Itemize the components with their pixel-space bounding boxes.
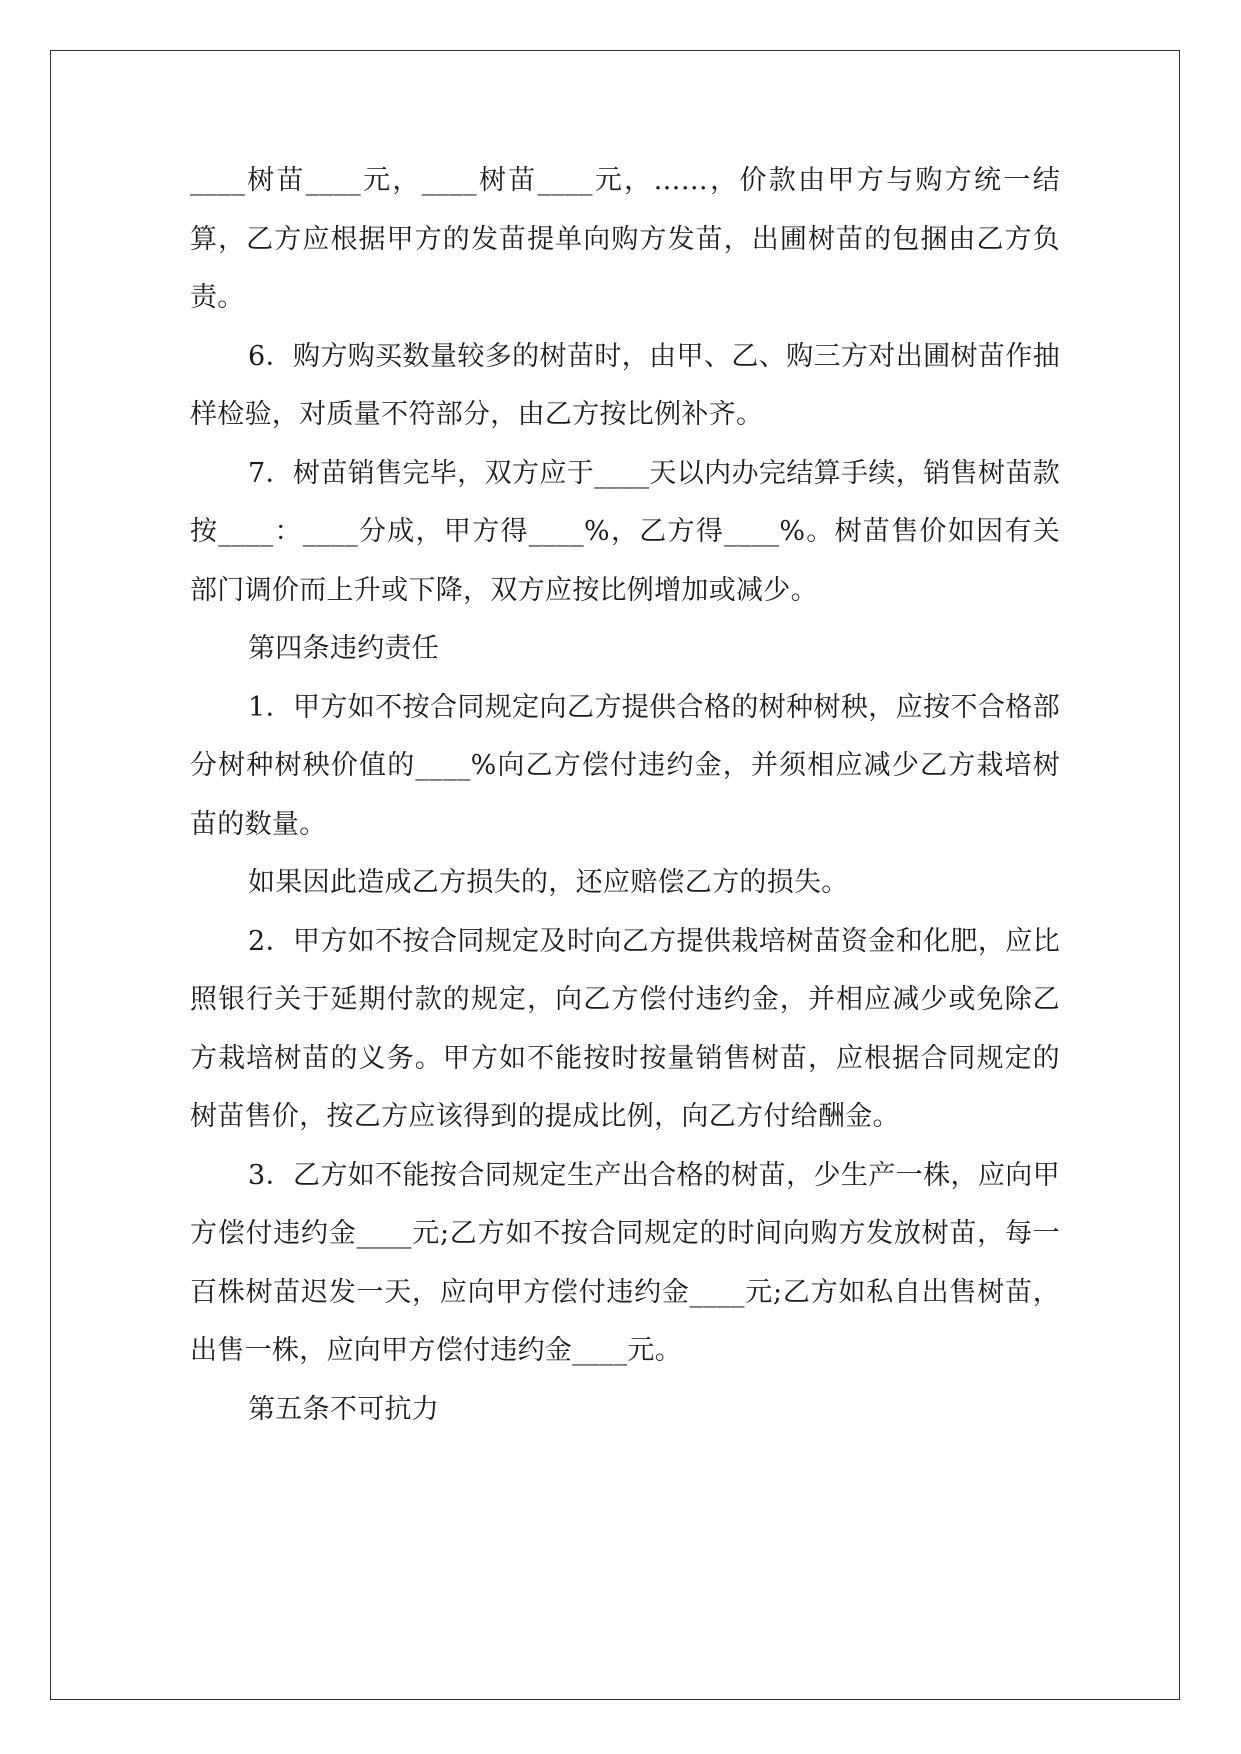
paragraph-liability-3: 3．乙方如不能按合同规定生产出合格的树苗，少生产一株，应向甲方偿付违约金____元;乙方如不按合同规定的时间向购方发放树苗，每一百株树苗迟发一天，应向甲方偿付违约金____元;乙方如私自出售树苗，出售一株，应向甲方偿付违约金____元。 bbox=[190, 1159, 1060, 1366]
paragraph-clause-7: 7．树苗销售完毕，双方应于____天以内办完结算手续，销售树苗款按____：____分成，甲方得____%，乙方得____%。树苗售价如因有关部门调价而上升或下降，双方应按比例增加或减少。 bbox=[190, 457, 1060, 606]
paragraph-liability-1-compensation: 如果因此造成乙方损失的，还应赔偿乙方的损失。 bbox=[248, 867, 849, 898]
paragraph-liability-2: 2．甲方如不按合同规定及时向乙方提供栽培树苗资金和化肥，应比照银行关于延期付款的规定，向乙方偿付违约金，并相应减少或免除乙方栽培树苗的义务。甲方如不能按时按量销售树苗，应根据合同规定的树苗售价，按乙方应该得到的提成比例，向乙方付给酬金。 bbox=[190, 925, 1060, 1132]
paragraph-clause-6: 6．购方购买数量较多的树苗时，由甲、乙、购三方对出圃树苗作抽样检验，对质量不符部分，由乙方按比例补齐。 bbox=[190, 340, 1060, 430]
paragraph-payment-settlement: ____树苗____元，____树苗____元，……，价款由甲方与购方统一结算，乙方应根据甲方的发苗提单向购方发苗，出圃树苗的包捆由乙方负责。 bbox=[190, 165, 1060, 313]
section-heading-article-5: 第五条不可抗力 bbox=[248, 1393, 440, 1425]
document-body bbox=[190, 152, 1060, 1439]
paragraph-liability-1: 1．甲方如不按合同规定向乙方提供合格的树种树秧，应按不合格部分树种树秧价值的____%向乙方偿付违约金，并须相应减少乙方栽培树苗的数量。 bbox=[190, 691, 1060, 840]
section-heading-article-4: 第四条违约责任 bbox=[248, 633, 440, 664]
